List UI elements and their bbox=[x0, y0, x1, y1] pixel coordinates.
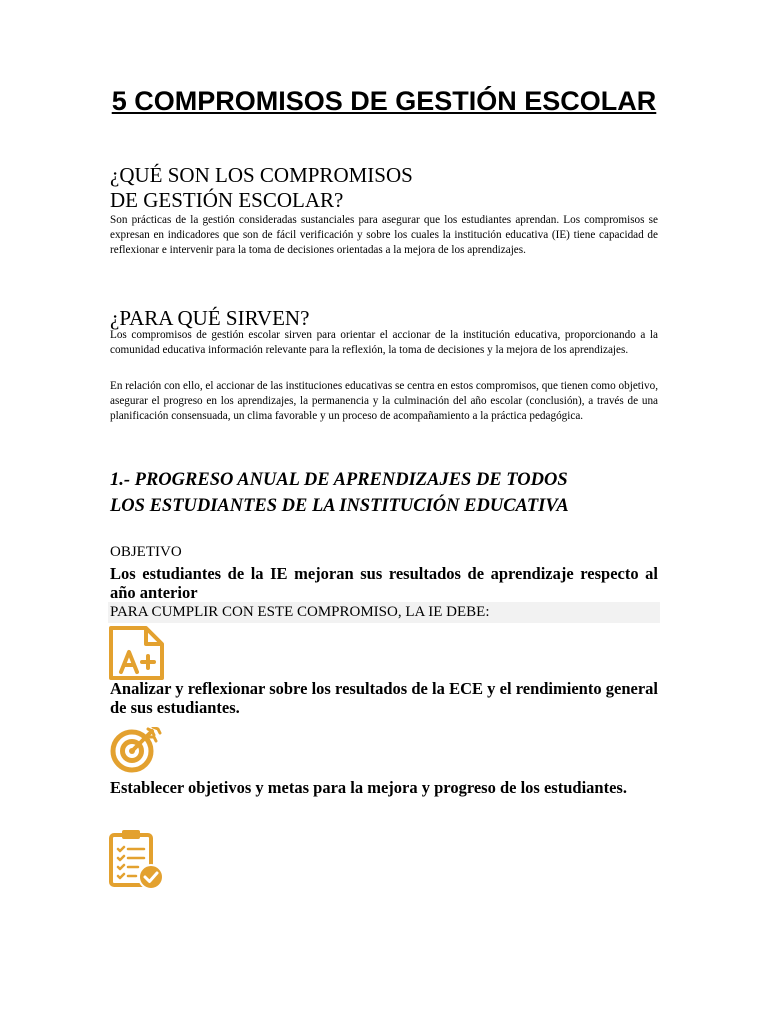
section-heading-what-are bbox=[110, 163, 413, 213]
commitment-heading bbox=[110, 467, 670, 519]
relation-paragraph: En relación con ello, el accionar de las instituciones educativas se centra en estos compromisos, que tienen como objetivo, asegurar el progreso en los aprendizajes, la permanencia y la culminación del año escolar (conclusión), a través de una planificación consensuada, un clima favorable y un proceso de acompañamiento a la práctica pedagógica. bbox=[110, 380, 658, 422]
heading-line: DE GESTIÓN ESCOLAR? bbox=[110, 188, 344, 212]
requirement-banner: PARA CUMPLIR CON ESTE COMPROMISO, LA IE DEBE: bbox=[108, 602, 660, 623]
heading-line: 1.- PROGRESO ANUAL DE APRENDIZAJES DE TODOS bbox=[110, 470, 568, 490]
action-item-set-goals: Establecer objetivos y metas para la mejora y progreso de los estudiantes. bbox=[110, 778, 627, 797]
target-arrow-icon bbox=[108, 727, 164, 780]
purpose-paragraph: Los compromisos de gestión escolar sirven para orientar el accionar de la institución educativa, proporcionando a la comunidad educativa información relevante para la reflexión, la toma de decisiones y la mejora de los aprendizajes. bbox=[110, 329, 658, 356]
heading-line: LOS ESTUDIANTES DE LA INSTITUCIÓN EDUCATIVA bbox=[110, 496, 569, 516]
heading-line: ¿QUÉ SON LOS COMPROMISOS bbox=[110, 163, 413, 187]
section-heading-purpose: ¿PARA QUÉ SIRVEN? bbox=[110, 306, 310, 330]
clipboard-checklist-icon bbox=[108, 829, 168, 896]
grade-a-plus-document-icon bbox=[108, 626, 164, 685]
page-title: 5 COMPROMISOS DE GESTIÓN ESCOLAR bbox=[111, 86, 657, 116]
objective-label: OBJETIVO bbox=[110, 544, 182, 560]
objective-text: Los estudiantes de la IE mejoran sus resultados de aprendizaje respecto al año anterior bbox=[110, 564, 658, 602]
definition-paragraph: Son prácticas de la gestión consideradas sustanciales para asegurar que los estudiantes aprendan. Los compromisos se expresan en indicadores que son de fácil verificación y sobre los cuales la institución educativa (IE) tiene capacidad de reflexionar e intervenir para la toma de decisiones orientadas a la mejora de los aprendizajes. bbox=[110, 214, 658, 256]
action-item-analyze: Analizar y reflexionar sobre los resultados de la ECE y el rendimiento general de sus estudiantes. bbox=[110, 679, 658, 717]
